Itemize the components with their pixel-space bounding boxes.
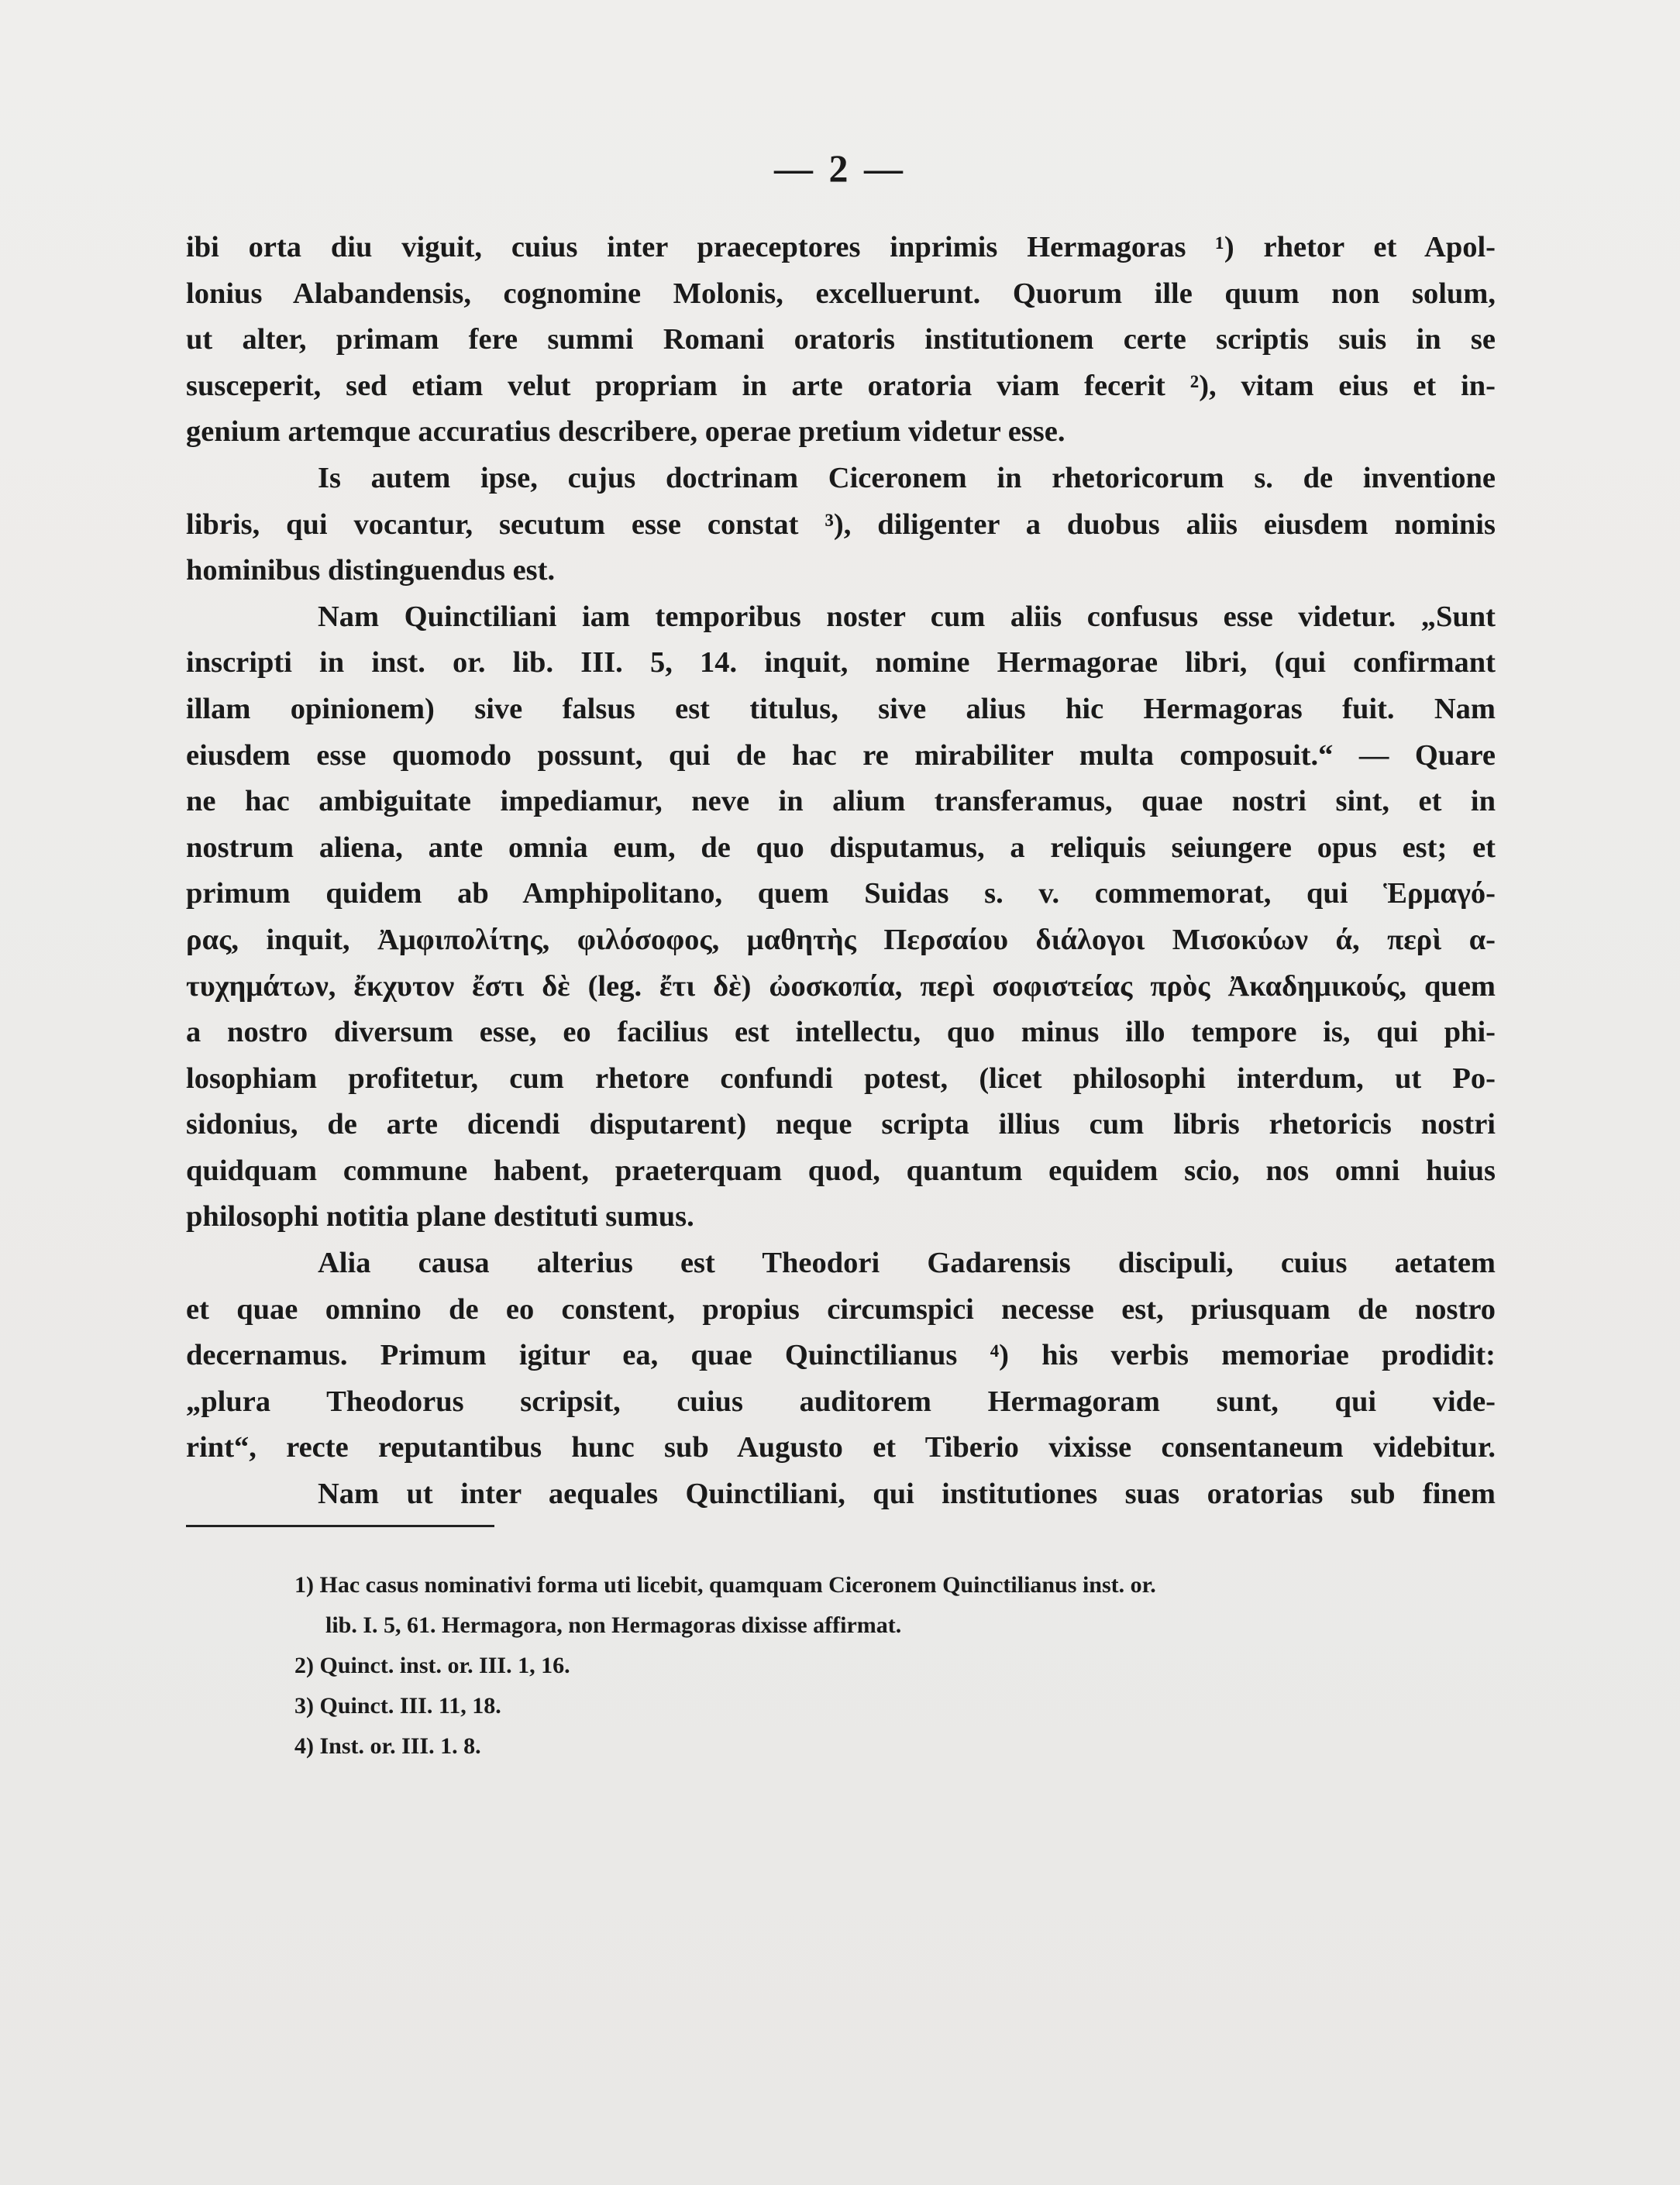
text-line: decernamus. Primum igitur ea, quae Quinctilianus ⁴) his verbis memoriae prodidit: [186, 1339, 1496, 1372]
text-line: libris, qui vocantur, secutum esse constat ³), diligenter a duobus aliis eiusdem nominis [186, 508, 1496, 541]
main-text-block [186, 225, 1496, 1518]
footnote-1-continuation: lib. I. 5, 61. Hermagora, non Hermagoras dixisse affirmat. [325, 1612, 902, 1638]
text-line: ibi orta diu viguit, cuius inter praeceptores inprimis Hermagoras ¹) rhetor et Apol- [186, 231, 1496, 263]
text-line: ne hac ambiguitate impediamur, neve in alium transferamus, quae nostri sint, et in [186, 785, 1496, 818]
text-line: rint“, recte reputantibus hunc sub Augusto et Tiberio vixisse consentaneum videbitur. [186, 1431, 1496, 1464]
footnote-2: 2) Quinct. inst. or. III. 1, 16. [294, 1653, 570, 1678]
footnote-divider [186, 1525, 494, 1527]
text-line: quidquam commune habent, praeterquam quod, quantum equidem scio, nos omni huius [186, 1154, 1496, 1187]
text-line: sidonius, de arte dicendi disputarent) neque scripta illius cum libris rhetoricis nostri [186, 1108, 1496, 1141]
page-number: — 2 — [774, 146, 906, 190]
text-line: hominibus distinguendus est. [186, 554, 556, 587]
text-line: nostrum aliena, ante omnia eum, de quo disputamus, a reliquis seiungere opus est; et [186, 831, 1496, 864]
text-line: primum quidem ab Amphipolitano, quem Suidas s. v. commemorat, qui Ἑρμαγό- [186, 877, 1496, 910]
text-line: ut alter, primam fere summi Romani oratoris institutionem certe scriptis suis in se [186, 323, 1496, 356]
text-line: eiusdem esse quomodo possunt, qui de hac re mirabiliter multa composuit.“ — Quare [186, 738, 1496, 772]
footnotes [294, 1565, 1488, 1767]
text-line: philosophi notitia plane destituti sumus. [186, 1200, 694, 1234]
text-line: et quae omnino de eo constent, propius circumspici necesse est, priusquam de nostro [186, 1292, 1496, 1326]
footnote-3: 3) Quinct. III. 11, 18. [294, 1693, 501, 1719]
text-line: inscripti in inst. or. lib. III. 5, 14. inquit, nomine Hermagorae libri, (qui confirmant [186, 646, 1496, 680]
text-line: susceperit, sed etiam velut propriam in arte oratoria viam fecerit ²), vitam eius et in- [186, 369, 1496, 402]
footnote-1: 1) Hac casus nominativi forma uti licebit, quamquam Ciceronem Quinctilianus inst. or. [294, 1572, 1156, 1598]
text-line: illam opinionem) sive falsus est titulus, sive alius hic Hermagoras fuit. Nam [186, 692, 1496, 725]
text-line: Is autem ipse, cujus doctrinam Ciceronem in rhetoricorum s. de inventione [318, 461, 1496, 494]
text-line: a nostro diversum esse, eo facilius est intellectu, quo minus illo tempore is, qui phi- [186, 1016, 1496, 1049]
text-line: ρας, inquit, Ἀμφιπολίτης, φιλόσοφος, μαθητὴς Περσαίου διάλογοι Μισοκύων ά, περὶ α- [186, 923, 1496, 956]
text-line: „plura Theodorus scripsit, cuius auditorem Hermagoram sunt, qui vide- [186, 1385, 1496, 1418]
text-line: τυχημάτων, ἔκχυτον ἔστι δὲ (leg. ἔτι δὲ) ὠοσκοπία, περὶ σοφιστείας πρὸς Ἀκαδημικούς, quem [186, 969, 1496, 1003]
text-line: Alia causa alterius est Theodori Gadarensis discipuli, cuius aetatem [318, 1247, 1496, 1280]
text-line: lonius Alabandensis, cognomine Molonis, excelluerunt. Quorum ille quum non solum, [186, 277, 1496, 310]
text-line: Nam ut inter aequales Quinctiliani, qui institutiones suas oratorias sub finem [318, 1478, 1496, 1511]
text-line: genium artemque accuratius describere, operae pretium videtur esse. [186, 415, 1065, 449]
footnote-4: 4) Inst. or. III. 1. 8. [294, 1733, 481, 1759]
text-line: Nam Quinctiliani iam temporibus noster cum aliis confusus esse videtur. „Sunt [318, 600, 1496, 633]
text-line: losophiam profitetur, cum rhetore confundi potest, (licet philosophi interdum, ut Po- [186, 1062, 1496, 1095]
